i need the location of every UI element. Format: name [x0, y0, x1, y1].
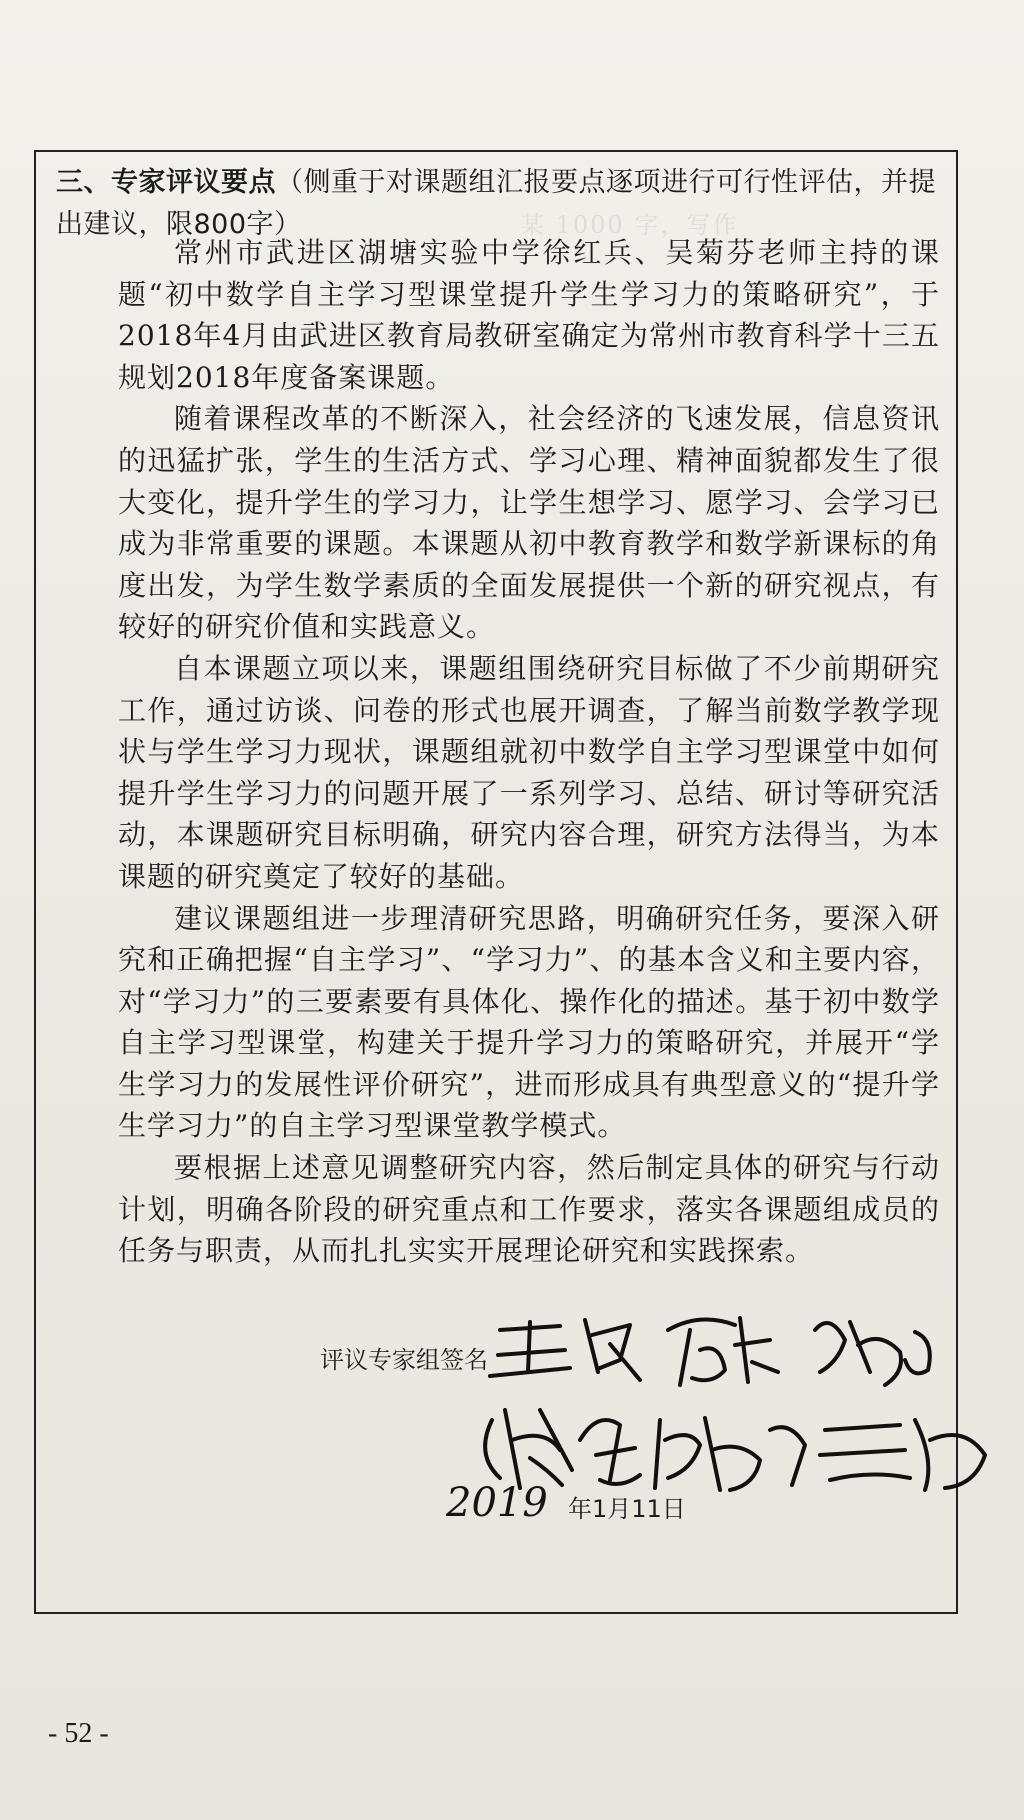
paragraph: 常州市武进区湖塘实验中学徐红兵、吴菊芬老师主持的课题“初中数学自主学习型课堂提升学生学习力的策略研究”，于2018年4月由武进区教育局教研室确定为常州市教育科学十三五规划2018年度备案课题。 — [118, 236, 940, 394]
page-number: - 52 - — [48, 1718, 109, 1749]
bleed-through-text: 某 1000 字，写作 — [520, 211, 739, 239]
section-heading-main: 三、专家评议要点 — [56, 167, 276, 198]
paragraph: 自本课题立项以来，课题组围绕研究目标做了不少前期研究工作，通过访谈、问卷的形式也展开调查，了解当前数学教学现状与学生学习力现状，课题组就初中数学自主学习型课堂中如何提升学生学习力的问题开展了一系列学习、总结、研讨等研究活动，本课题研究目标明确，研究内容合理，研究方法得当，为本课题的研究奠定了较好的基础。 — [118, 651, 940, 893]
date-suffix: 年1月11日 — [568, 1495, 686, 1523]
paragraph: 要根据上述意见调整研究内容，然后制定具体的研究与行动计划，明确各阶段的研究重点和工作要求，落实各课题组成员的任务与职责，从而扎扎实实开展理论研究和实践探索。 — [118, 1151, 940, 1268]
signature-label: 评议专家组签名 — [320, 1346, 488, 1374]
date-year-handwritten: 2019 — [446, 1480, 548, 1526]
paragraph: 建议课题组进一步理清研究思路，明确研究任务，要深入研究和正确把握“自主学习”、“学习力”、的基本含义和主要内容，对“学习力”的三要素要有具体化、操作化的描述。基于初中数学自主学习型课堂，构建关于提升学习力的策略研究，并展开“学生学习力的发展性评价研究”，进而形成具有典型意义的“提升学生学习力”的自主学习型课堂教学模式。 — [118, 901, 940, 1143]
comment-body — [118, 232, 940, 1272]
paragraph: 随着课程改革的不断深入，社会经济的飞速发展，信息资讯的迅猛扩张，学生的生活方式、学习心理、精神面貌都发生了很大变化，提升学生的学习力，让学生想学习、愿学习、会学习已成为非常重要的课题。本课题从初中教育教学和数学新课标的角度出发，为学生数学素质的全面发展提供一个新的研究视点，有较好的研究价值和实践意义。 — [118, 402, 940, 644]
section-heading-note: （侧重于对课题组汇报要点逐项进行可行性评估，并提出建议，限800字） — [56, 167, 936, 240]
